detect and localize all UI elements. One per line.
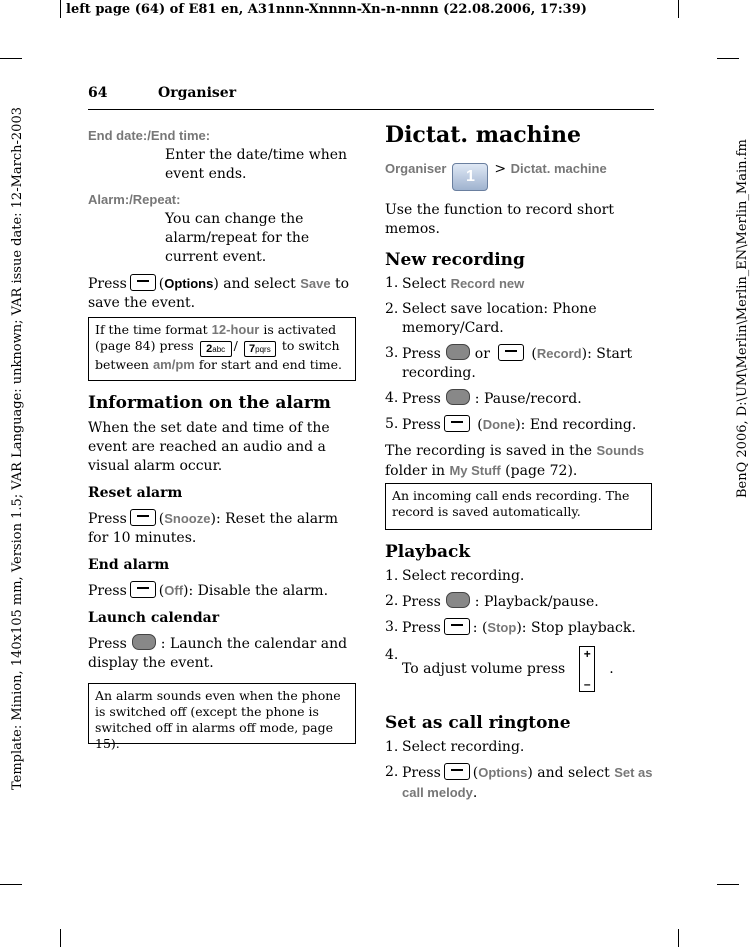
softkey-left-icon (444, 763, 470, 780)
reset-alarm-text: Press (Snooze): Reset the alarm for 10 minutes. (88, 511, 339, 546)
reset-alarm-heading: Reset alarm (88, 485, 183, 501)
note-box-alarm-off: An alarm sounds even when the phone is switched off (except the phone is switched off in alarms off mode, page 15). (88, 683, 356, 744)
alarm-label: Alarm:/Repeat: (88, 192, 181, 207)
left-column (88, 126, 356, 313)
list-item: 5. Press (Done): End recording. (385, 416, 637, 433)
end-date-text: Enter the date/time when event ends. (165, 147, 348, 182)
right-column (385, 122, 653, 481)
volume-key-icon: + – (579, 646, 595, 692)
new-recording-heading: New recording (385, 250, 525, 270)
dictat-machine-heading: Dictat. machine (385, 122, 582, 148)
page-number: 64 (88, 85, 108, 101)
center-key-icon (446, 344, 470, 360)
info-alarm-text: When the set date and time of the event are reached an audio and a visual alarm occur. (88, 420, 330, 474)
softkey-left-icon (498, 344, 524, 361)
list-item: 1. Select recording. (385, 739, 525, 755)
crop-mark (678, 0, 679, 18)
ringtone-heading: Set as call ringtone (385, 713, 571, 733)
print-header: left page (64) of E81 en, A31nnn-Xnnnn-Xn-n-nnnn (22.08.2006, 17:39) (66, 2, 587, 17)
launch-calendar-heading: Launch calendar (88, 610, 220, 626)
key-7-icon: 7pqrs (244, 341, 276, 357)
softkey-right-icon (444, 618, 470, 635)
crop-mark (717, 884, 739, 885)
list-item: 1. Select Record new (385, 275, 525, 292)
running-head: Organiser (158, 85, 237, 101)
crop-mark (717, 58, 739, 59)
crop-mark (60, 0, 61, 18)
header-rule (88, 109, 654, 110)
list-item: 2. Press : Playback/pause. (385, 593, 599, 610)
list-item: 4. To adjust volume press + – . (385, 647, 614, 691)
list-item: 2. Select save location: Phone memory/Card. (385, 301, 597, 336)
playback-section (385, 543, 653, 803)
crop-mark (60, 929, 61, 947)
list-item: 4. Press : Pause/record. (385, 390, 582, 407)
end-date-label: End date:/End time: (88, 128, 211, 143)
crop-mark (0, 58, 22, 59)
info-alarm-heading: Information on the alarm (88, 393, 331, 413)
key-2-icon: 2abc (200, 341, 232, 357)
note-box-time-format: If the time format 12-hour is activated (page 84) press 2abc / 7pqrs to switch between am/pm for start and end time. (88, 317, 356, 381)
launch-calendar-text: Press : Launch the calendar and display the event. (88, 636, 348, 671)
softkey-left-icon (444, 415, 470, 432)
note-box-incoming-call: An incoming call ends recording. The record is saved automatically. (385, 483, 652, 530)
list-item: 3. Press or (Record): Start recording. (385, 345, 633, 381)
new-recording-steps (385, 274, 653, 435)
alarm-info-section (88, 394, 356, 673)
alarm-text: You can change the alarm/repeat for the current event. (165, 211, 310, 265)
center-key-icon (446, 592, 470, 608)
list-item: 3. Press : (Stop): Stop playback. (385, 619, 636, 636)
saved-location-text: The recording is saved in the Sounds folder in My Stuff (page 72). (385, 443, 645, 479)
softkey-left-icon (130, 274, 156, 291)
crop-mark (0, 884, 22, 885)
playback-steps (385, 567, 653, 692)
template-info-margin: Template: Minion, 140x105 mm, Version 1.5; VAR Language: unknown; VAR issue date: 12-March-2003 (10, 107, 25, 790)
ringtone-steps (385, 738, 653, 803)
menu-path: Organiser 1 > Dictat. machine (385, 159, 653, 191)
organiser-menu-icon: 1 (452, 163, 488, 191)
save-instruction: Press (Options) and select Save to save the event. (88, 276, 350, 311)
list-item: 1. Select recording. (385, 568, 525, 584)
softkey-left-icon (130, 509, 156, 526)
playback-heading: Playback (385, 542, 471, 562)
file-path-margin: BenQ 2006, D:\UM\Merlin\Merlin_EN\Merlin_Main.fm (735, 139, 750, 498)
center-key-icon (446, 389, 470, 405)
end-alarm-heading: End alarm (88, 557, 170, 573)
crop-mark (678, 929, 679, 947)
list-item: 2. Press (Options) and select Set as call melody. (385, 764, 653, 801)
softkey-left-icon (130, 581, 156, 598)
end-alarm-text: Press (Off): Disable the alarm. (88, 583, 329, 599)
center-key-icon (132, 634, 156, 650)
dictat-intro: Use the function to record short memos. (385, 202, 614, 237)
